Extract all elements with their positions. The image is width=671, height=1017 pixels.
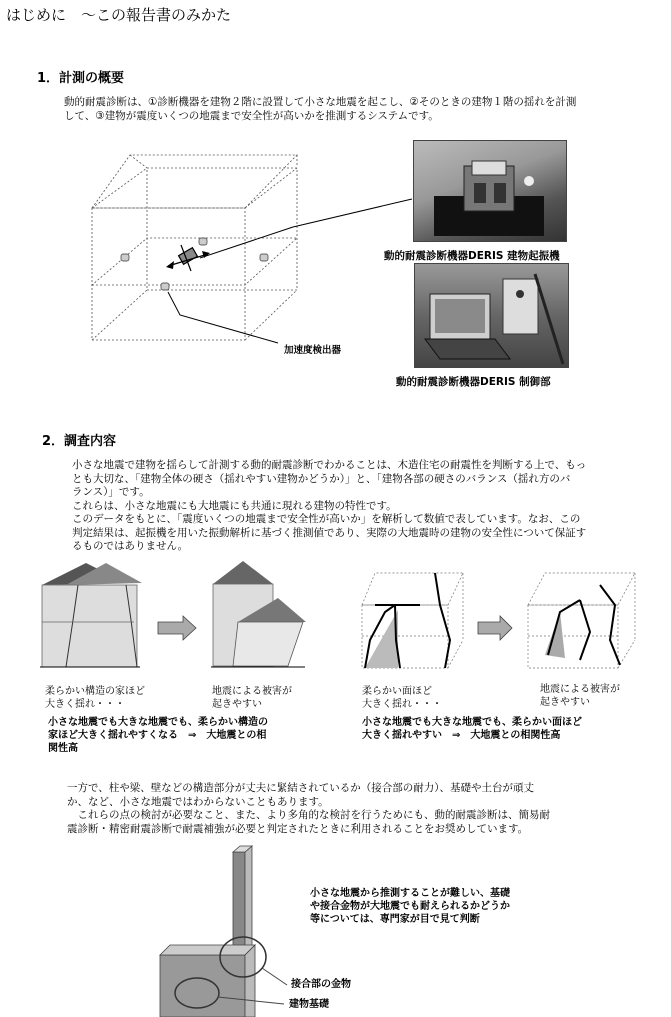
text-line: 家ほど大きく揺れやすくなる ⇒ 大地震との相	[48, 730, 267, 741]
text-line: 小さな地震から推測することが難しい、基礎	[310, 888, 510, 899]
text-line: 判定結果は、起振機を用いた振動解析に基づく推測値であり、実際の大地震時の建物の安全性について保証す	[72, 526, 587, 539]
text-line: 柔らかい構造の家ほど	[45, 686, 145, 697]
text-line: これらは、小さな地震にも大地震にも共通に現れる建物の特性です。	[72, 499, 397, 512]
page-title: はじめに ～この報告書のみかた	[6, 6, 232, 24]
text-line: このデータをもとに、「震度いくつの地震まで安全性が高いか」を解析して数値で表しています。なお、この	[72, 513, 581, 525]
text-line: して、③建物が震度いくつの地震まで安全性が高いかを推測するシステムです。	[64, 109, 439, 122]
shaker-photo-caption: 動的耐震診断機器DERIS 建物起振機	[384, 250, 560, 262]
text-line: 大きく揺れやすい ⇒ 大地震との相関性高	[362, 730, 561, 741]
text-line: 震診断・精密耐震診断で耐震補強が必要と判定されたときに利用されることをお奨めしています。	[67, 822, 529, 835]
section2-heading: 2．調査内容	[42, 434, 117, 449]
text-line: 一方で、柱や梁、壁などの構造部分が丈夫に緊結されているか（接合部の耐力）、基礎や土台が頑丈	[67, 782, 535, 794]
accelerometer-label: 加速度検出器	[284, 345, 342, 356]
text-line: や接合金物が大地震でも耐えられるかどうか	[310, 901, 510, 912]
text-line: 大きく揺れ・・・	[45, 699, 125, 710]
text-line: 柔らかい面ほど	[362, 686, 432, 697]
text-line: 動的耐震診断は、①診断機器を建物２階に設置して小さな地震を起こし、②そのときの建物１階の揺れを計測	[64, 96, 577, 108]
text-line: るものではありません。	[72, 540, 189, 552]
text-line: ランス）」です。	[72, 486, 150, 498]
text-line: とも大切な、「建物全体の硬さ（揺れやすい建物かどうか）」と、「建物各部の硬さのバランス（揺れ方のバ	[72, 472, 571, 485]
foundation-label: 建物基礎	[289, 999, 329, 1010]
text-line: 等については、専門家が目で見て判断	[310, 914, 480, 925]
text-line: 起きやすい	[212, 699, 262, 710]
text-line: 地震による被害が	[540, 684, 620, 695]
controller-photo-caption: 動的耐震診断機器DERIS 制御部	[396, 376, 551, 388]
text-line: 大きく揺れ・・・	[362, 699, 442, 710]
text-line: 関性高	[48, 743, 78, 754]
text-line: 小さな地震でも大きな地震でも、柔らかい面ほど	[362, 717, 582, 728]
text-line: 小さな地震で建物を揺らして計測する動的耐震診断でわかることは、木造住宅の耐震性を判断する上で、もっ	[72, 459, 587, 471]
text-line: 地震による被害が	[212, 686, 292, 697]
text-line: これらの点の検討が必要なこと、また、より多角的な検討を行うためにも、動的耐震診断は、簡易耐	[67, 809, 550, 821]
text-line: 小さな地震でも大きな地震でも、柔らかい構造の	[48, 717, 268, 728]
text-line: 起きやすい	[540, 697, 590, 708]
bottom-note	[310, 887, 610, 926]
joint-hardware-label: 接合部の金物	[291, 979, 351, 990]
section1-heading: 1．計測の概要	[37, 71, 125, 86]
text-line: か、など、小さな地震ではわからないこともあります。	[67, 795, 329, 808]
